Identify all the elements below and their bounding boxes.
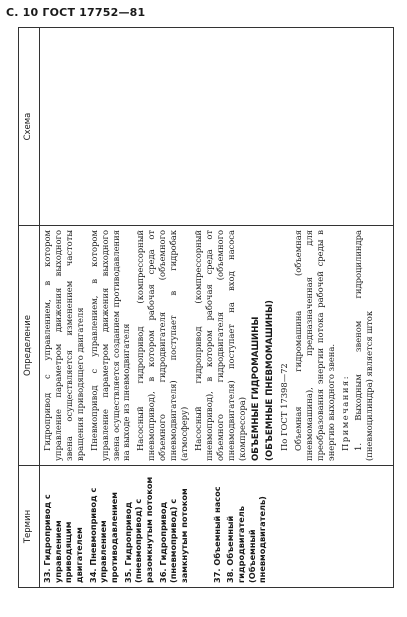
- notes-label: Примечания:: [339, 374, 350, 451]
- terms-table: [18, 27, 394, 588]
- definition-cell: [40, 226, 394, 466]
- column-header-scheme: Схема: [19, 28, 40, 226]
- rotated-table-wrapper: [18, 28, 394, 588]
- definition-34: Пневмопривод с управлением, в котором управление параметром движения выходного звена осуществляется созданием противодавления на выходе из пневмодвигателя: [88, 230, 132, 461]
- column-header-definition: Определение: [19, 226, 40, 466]
- section-subtitle: (ОБЪЕМНЫЕ ПНЕВМОМАШИНЫ): [264, 300, 275, 461]
- term-37: 37. Объемный насос: [211, 486, 222, 583]
- term-cell: [40, 466, 394, 588]
- term-34: 34. Пневмопривод с управлением противодавлением: [87, 487, 119, 583]
- section-reference: По ГОСТ 17398—72: [278, 363, 289, 451]
- scheme-cell: [40, 28, 394, 226]
- definition-35: Насосный гидропривод (компрессорный пневмопривод), в котором рабочая среда от объемного гидродвигателя (объемного пневмодвигателя) поступает в гидробак (атмосферу): [135, 230, 190, 461]
- definition-37-38: Объемная гидромашина (объемная пневмомашина), предназначенная для преобразования энергии потока рабочей среды в энергию выходного звена.: [292, 230, 336, 461]
- term-33: 33. Гидропривод с управлением приводящим двигателем: [42, 494, 84, 583]
- note-1: 1. Выходным звеном гидроцилиндра (пневмоцилиндра) является шток: [353, 230, 375, 461]
- table-body-row: [40, 28, 394, 588]
- section-title: ОБЪЕМНЫЕ ГИДРОМАШИНЫ: [250, 316, 261, 461]
- table-header-row: [19, 28, 40, 588]
- definition-36: Насосный гидропривод (компрессорный пневмопривод), в котором рабочая среда от объемного гидродвигателя (объемного пневмодвигателя) поступает на вход насоса (компрессора): [192, 230, 247, 461]
- column-header-term: Термин: [19, 466, 40, 588]
- page-header: С. 10 ГОСТ 17752—81: [6, 6, 146, 19]
- term-35: 35. Гидропривод (пневмопривод) с разомкнутым потоком: [122, 476, 154, 583]
- term-38: 38. Объемный гидродвигатель (Объемный пневмодвигатель): [225, 496, 268, 583]
- definition-33: Гидропривод с управлением, в котором управление параметром движения выходного звена осуществляется изменением частоты вращения приводящего двигателя: [42, 230, 85, 461]
- term-36: 36. Гидропривод (пневмопривод) с замкнутым потоком: [157, 488, 189, 583]
